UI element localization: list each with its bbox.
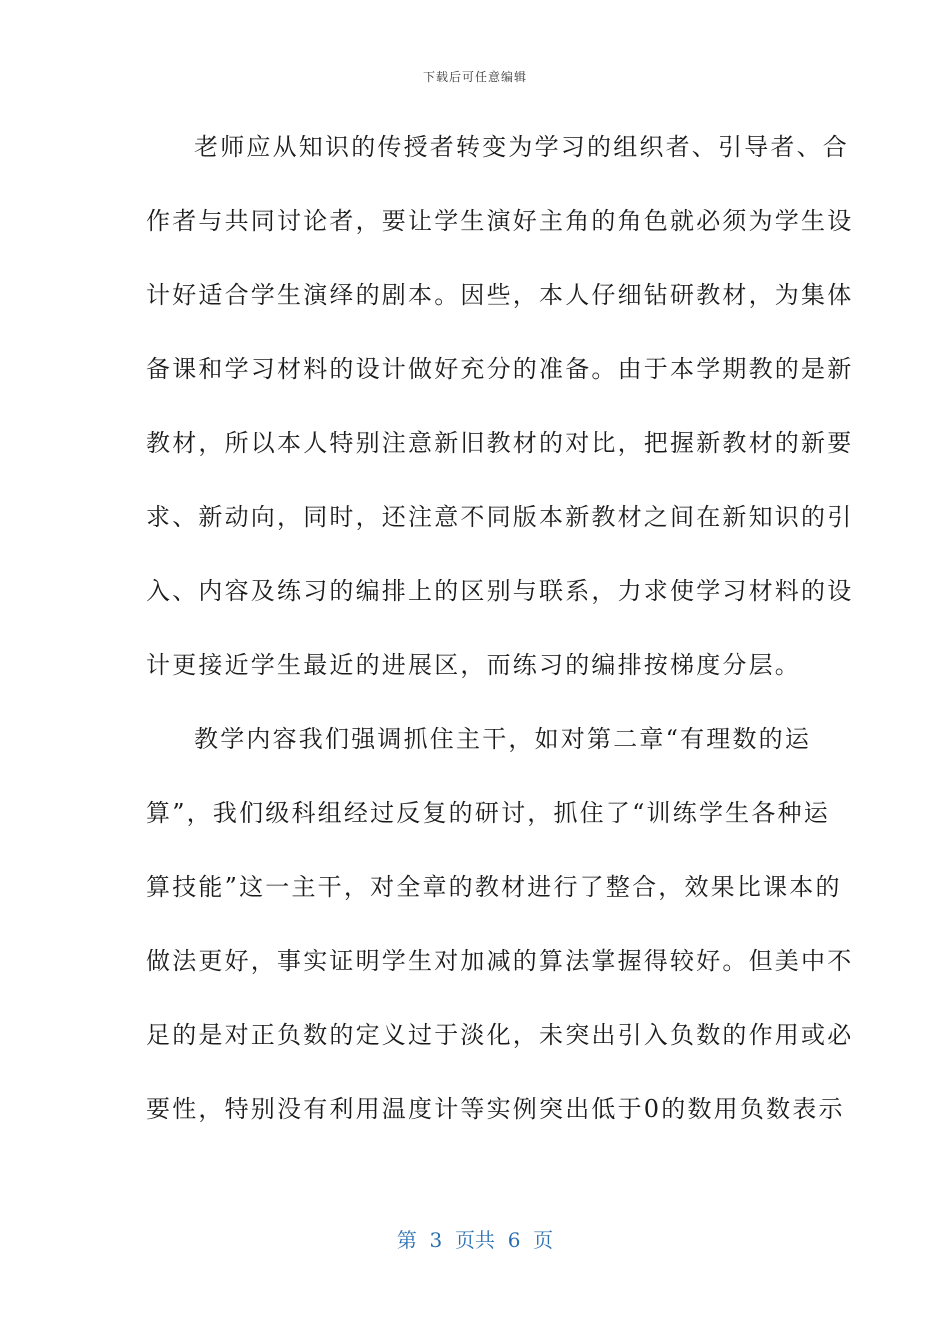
text-line: 作者与共同讨论者，要让学生演好主角的角色就必须为学生设 <box>146 207 854 235</box>
text-line: 要性，特别没有利用温度计等实例突出低于0的数用负数表示 <box>146 1095 845 1123</box>
text-line: 计更接近学生最近的进展区，而练习的编排按梯度分层。 <box>146 651 801 679</box>
page-number-footer: 第 3 页共 6 页 <box>396 1228 554 1252</box>
text-line: 足的是对正负数的定义过于淡化，未突出引入负数的作用或必 <box>146 1021 854 1049</box>
text-line: 备课和学习材料的设计做好充分的准备。由于本学期教的是新 <box>146 355 854 383</box>
paragraph <box>146 719 854 1163</box>
text-line: 求、新动向，同时，还注意不同版本新教材之间在新知识的引 <box>146 503 854 531</box>
text-line: 算技能”这一主干，对全章的教材进行了整合，效果比课本的 <box>146 873 842 901</box>
document-body <box>146 127 854 1163</box>
text-line: 教材，所以本人特别注意新旧教材的对比，把握新教材的新要 <box>146 429 854 457</box>
text-line: 入、内容及练习的编排上的区别与联系，力求使学习材料的设 <box>146 577 854 605</box>
text-line: 计好适合学生演绎的剧本。因些，本人仔细钻研教材，为集体 <box>146 281 854 309</box>
text-line: 做法更好，事实证明学生对加减的算法掌握得较好。但美中不 <box>146 947 854 975</box>
paragraph <box>146 127 854 719</box>
text-line: 算”，我们级科组经过反复的研讨，抓住了“训练学生各种运 <box>146 799 830 827</box>
text-line: 老师应从知识的传授者转变为学习的组织者、引导者、合 <box>194 133 849 161</box>
text-line: 教学内容我们强调抓住主干，如对第二章“有理数的运 <box>194 725 812 753</box>
page-header-note: 下载后可任意编辑 <box>422 70 527 84</box>
